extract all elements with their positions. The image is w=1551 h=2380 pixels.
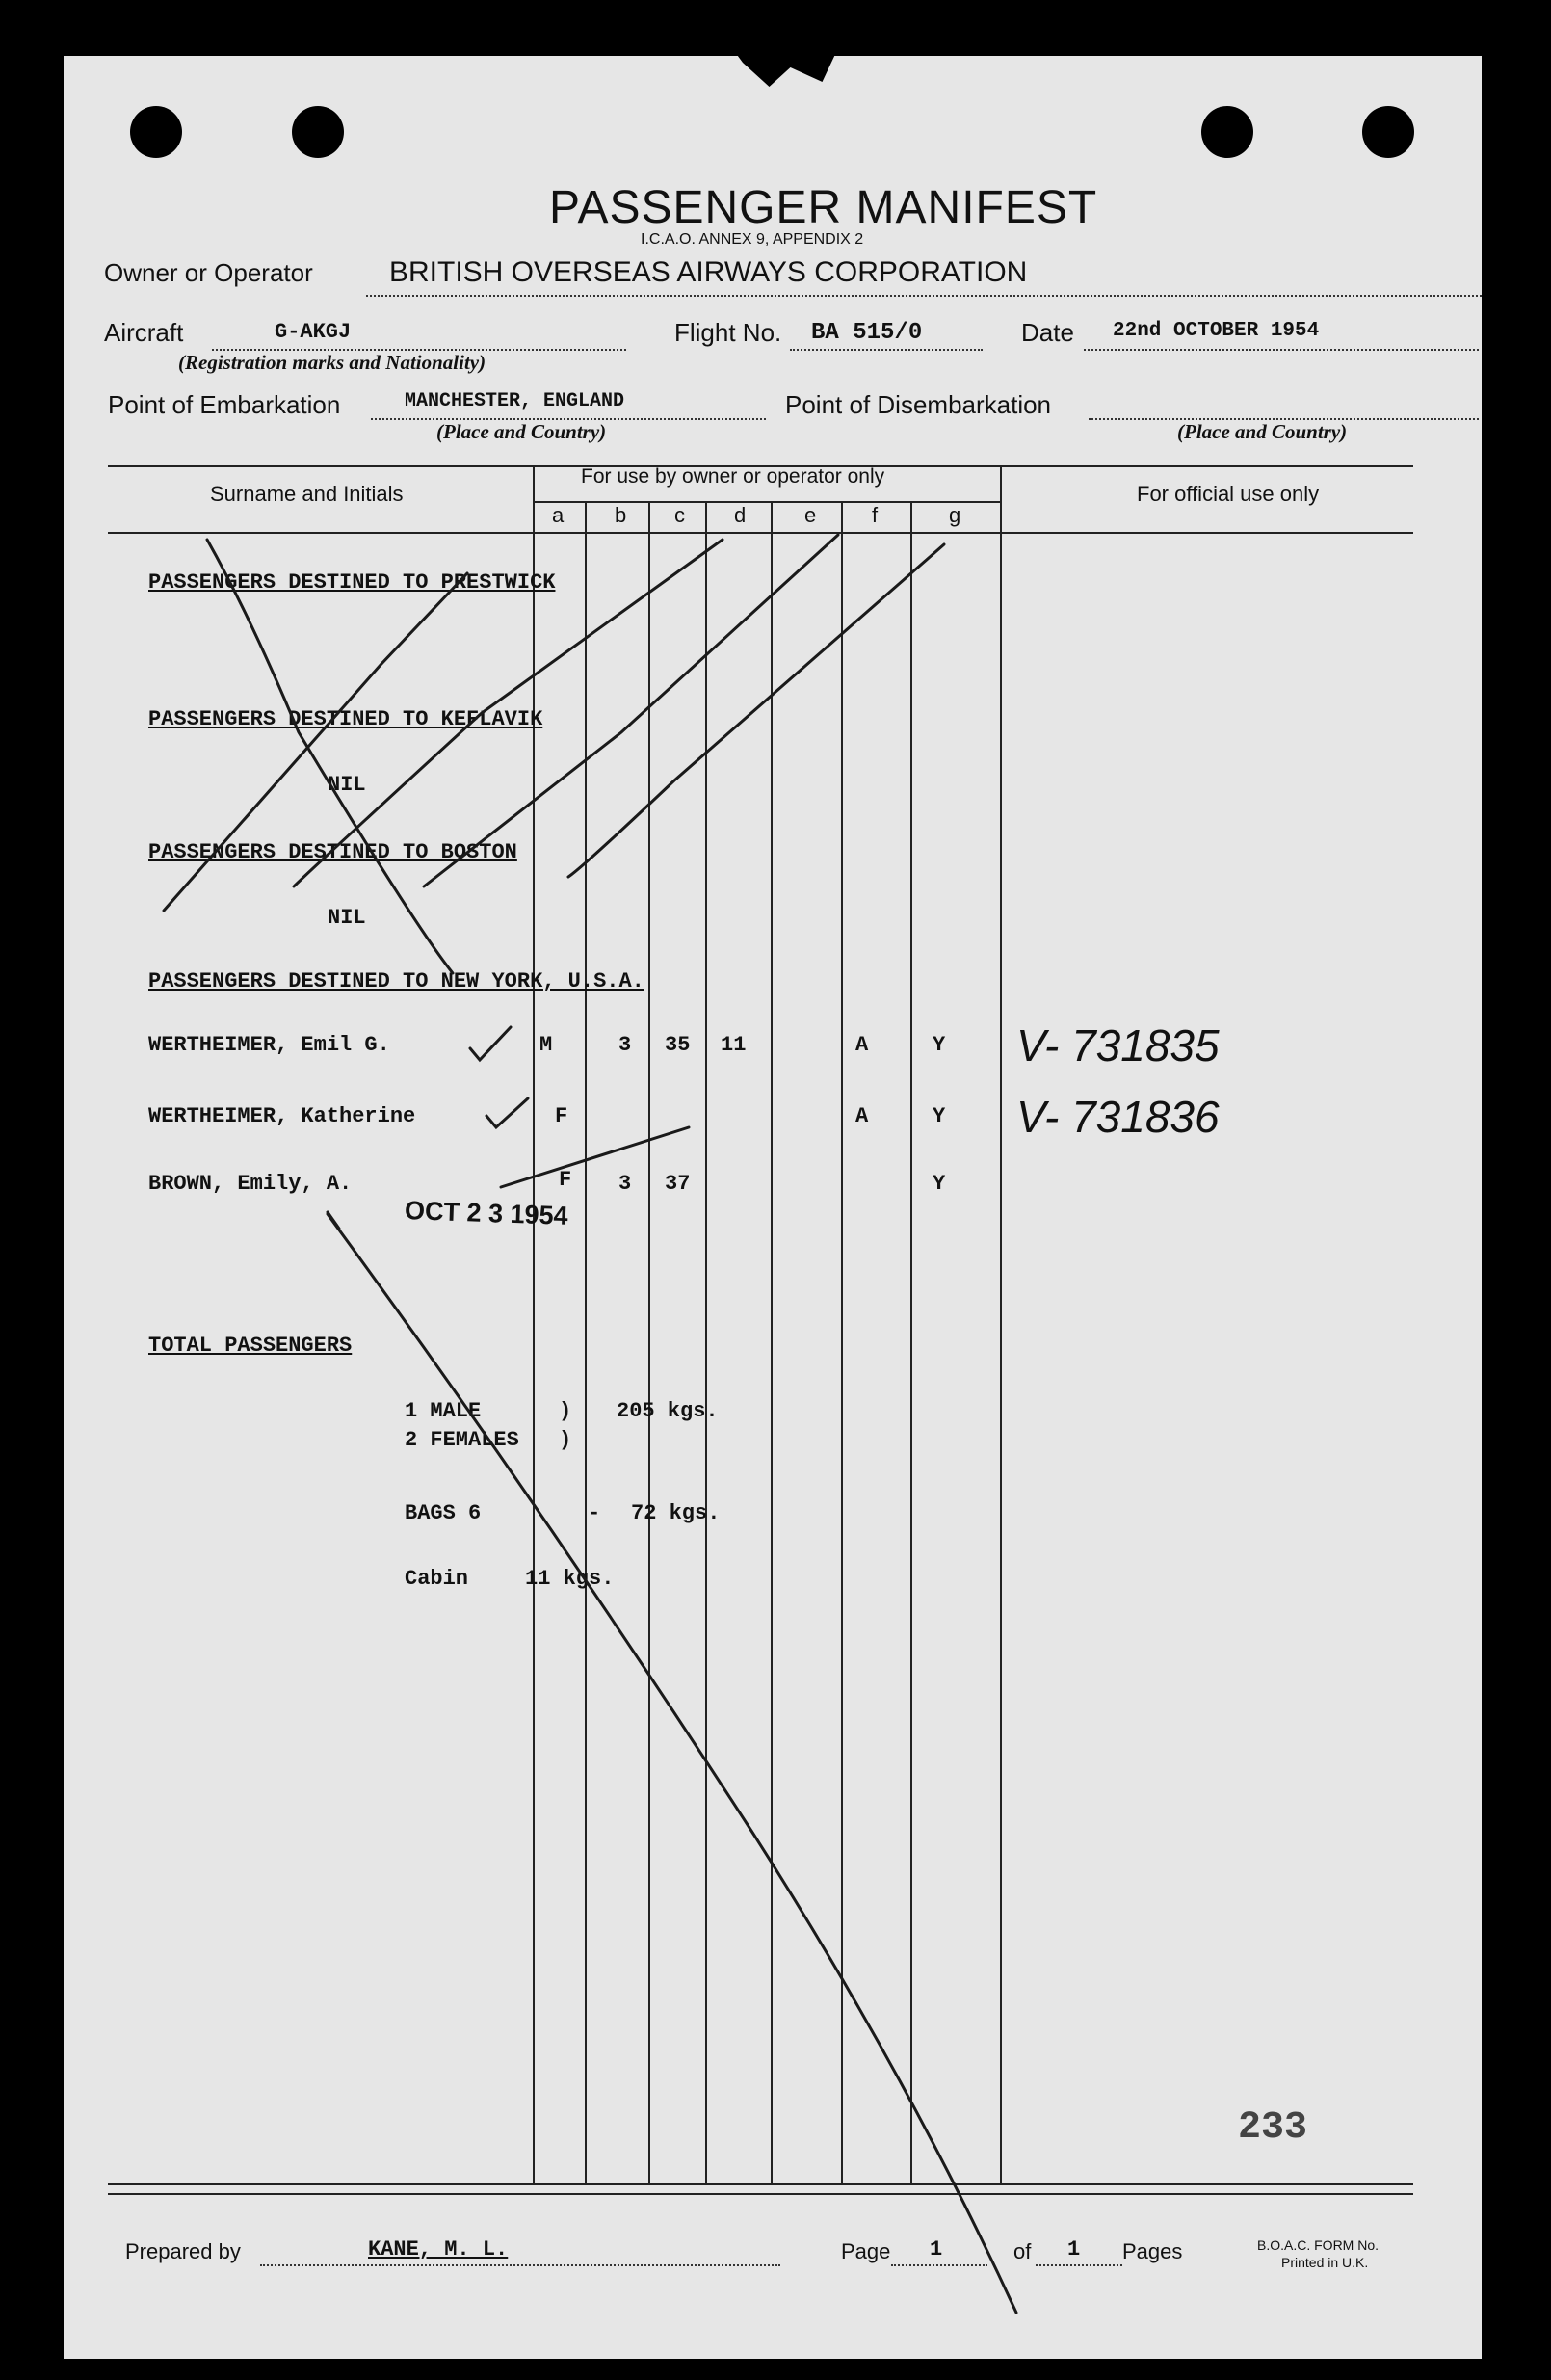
column-header-f: f [872, 503, 879, 527]
totals-bracket-1: ) [559, 1399, 572, 1423]
table-header-bottom-rule [108, 532, 1413, 534]
date-dotted-line [1084, 349, 1479, 351]
date-value: 22nd OCTOBER 1954 [1113, 320, 1320, 342]
page-title: PASSENGER MANIFEST [549, 182, 1098, 233]
flight-no-value: BA 515/0 [811, 320, 923, 346]
column-rule-d-right [771, 501, 773, 2185]
column-rule-b-right [648, 501, 650, 2185]
bags-label: BAGS 6 [405, 1501, 482, 1525]
column-rule-f-right [910, 501, 912, 2185]
punch-hole-right-2 [1362, 106, 1414, 158]
section-note-keflavik: NIL [328, 773, 366, 797]
column-header-d: d [734, 503, 747, 527]
punch-hole-right-1 [1201, 106, 1253, 158]
disembarkation-note: (Place and Country) [1177, 420, 1348, 443]
of-dotted-line [1036, 2264, 1122, 2266]
page-value: 1 [930, 2237, 943, 2261]
passenger-col-b: 3 [618, 1172, 632, 1196]
pages-label: Pages [1122, 2239, 1183, 2263]
passenger-name: WERTHEIMER, Emil G. [148, 1033, 390, 1057]
passenger-name: BROWN, Emily, A. [148, 1172, 353, 1196]
column-rule-e-right [841, 501, 843, 2185]
passenger-sex: M [539, 1033, 553, 1057]
totals-females: 2 FEMALES [405, 1428, 519, 1452]
column-rule-c-right [705, 501, 707, 2185]
column-header-c: c [674, 503, 685, 527]
passenger-col-g: Y [933, 1033, 946, 1057]
owner-label: Owner or Operator [104, 258, 313, 287]
passenger-col-g: Y [933, 1104, 946, 1128]
official-use-entry: V- 731835 [1016, 1020, 1220, 1071]
column-header-e: e [804, 503, 817, 527]
date-label: Date [1021, 318, 1074, 347]
page-subtitle: I.C.A.O. ANNEX 9, APPENDIX 2 [641, 231, 864, 248]
prepared-by-value: KANE, M. L. [368, 2237, 509, 2261]
of-value: 1 [1067, 2237, 1081, 2261]
passenger-col-b: 3 [618, 1033, 632, 1057]
registration-note: (Registration marks and Nationality) [178, 351, 486, 374]
owner-use-header: For use by owner or operator only [581, 465, 885, 488]
form-number: B.O.A.C. FORM No. [1257, 2237, 1380, 2253]
punch-hole-left-2 [292, 106, 344, 158]
passenger-col-f: A [855, 1033, 869, 1057]
section-heading-boston: PASSENGERS DESTINED TO BOSTON [148, 840, 517, 864]
owner-dotted-line [366, 295, 1482, 297]
owner-value: BRITISH OVERSEAS AIRWAYS CORPORATION [389, 256, 1028, 288]
form-printed: Printed in U.K. [1281, 2255, 1369, 2270]
prepared-by-label: Prepared by [125, 2239, 241, 2263]
cabin-weight: 11 kgs. [525, 1567, 615, 1591]
passenger-col-g: Y [933, 1172, 946, 1196]
aircraft-label: Aircraft [104, 318, 184, 347]
totals-heading: TOTAL PASSENGERS [148, 1334, 353, 1358]
totals-weight: 205 kgs. [617, 1399, 719, 1423]
totals-bracket-2: ) [559, 1428, 572, 1452]
passenger-sex: F [559, 1168, 572, 1192]
passenger-name: WERTHEIMER, Katherine [148, 1104, 416, 1128]
column-header-b: b [615, 503, 627, 527]
column-rule-a-right [585, 501, 587, 2185]
prepared-by-dotted-line [260, 2264, 780, 2266]
surname-header: Surname and Initials [210, 482, 404, 506]
totals-male: 1 MALE [405, 1399, 482, 1423]
official-use-header: For official use only [1137, 482, 1320, 506]
footer-rule-2 [108, 2193, 1413, 2195]
of-label: of [1013, 2239, 1032, 2263]
embarkation-label: Point of Embarkation [108, 390, 341, 419]
passenger-col-c: 35 [665, 1033, 691, 1057]
date-stamp: OCT 2 3 1954 [404, 1196, 569, 1230]
passenger-sex: F [555, 1104, 568, 1128]
bags-weight: 72 kgs. [631, 1501, 721, 1525]
punch-hole-left-1 [130, 106, 182, 158]
passenger-col-c: 37 [665, 1172, 691, 1196]
page-label: Page [841, 2239, 891, 2263]
page-number-stamp: 233 [1238, 2106, 1308, 2150]
page-dotted-line [891, 2264, 987, 2266]
embarkation-note: (Place and Country) [436, 420, 607, 443]
table-header-divider [533, 501, 1001, 503]
column-header-a: a [552, 503, 565, 527]
section-note-boston: NIL [328, 906, 366, 930]
passenger-col-d: 11 [721, 1033, 747, 1057]
section-heading-keflavik: PASSENGERS DESTINED TO KEFLAVIK [148, 707, 543, 731]
column-rule-g-right [1000, 465, 1002, 2185]
flight-no-dotted-line [790, 349, 983, 351]
section-heading-prestwick: PASSENGERS DESTINED TO PRESTWICK [148, 570, 556, 595]
column-header-g: g [949, 503, 961, 527]
embarkation-value: MANCHESTER, ENGLAND [405, 390, 625, 412]
flight-no-label: Flight No. [674, 318, 782, 347]
bags-dash: - [588, 1501, 601, 1525]
footer-rule-1 [108, 2183, 1413, 2185]
cabin-label: Cabin [405, 1567, 469, 1591]
section-heading-new-york: PASSENGERS DESTINED TO NEW YORK, U.S.A. [148, 969, 644, 993]
disembarkation-label: Point of Disembarkation [785, 390, 1052, 419]
official-use-entry: V- 731836 [1016, 1092, 1220, 1142]
passenger-col-f: A [855, 1104, 869, 1128]
aircraft-value: G-AKGJ [275, 320, 352, 344]
